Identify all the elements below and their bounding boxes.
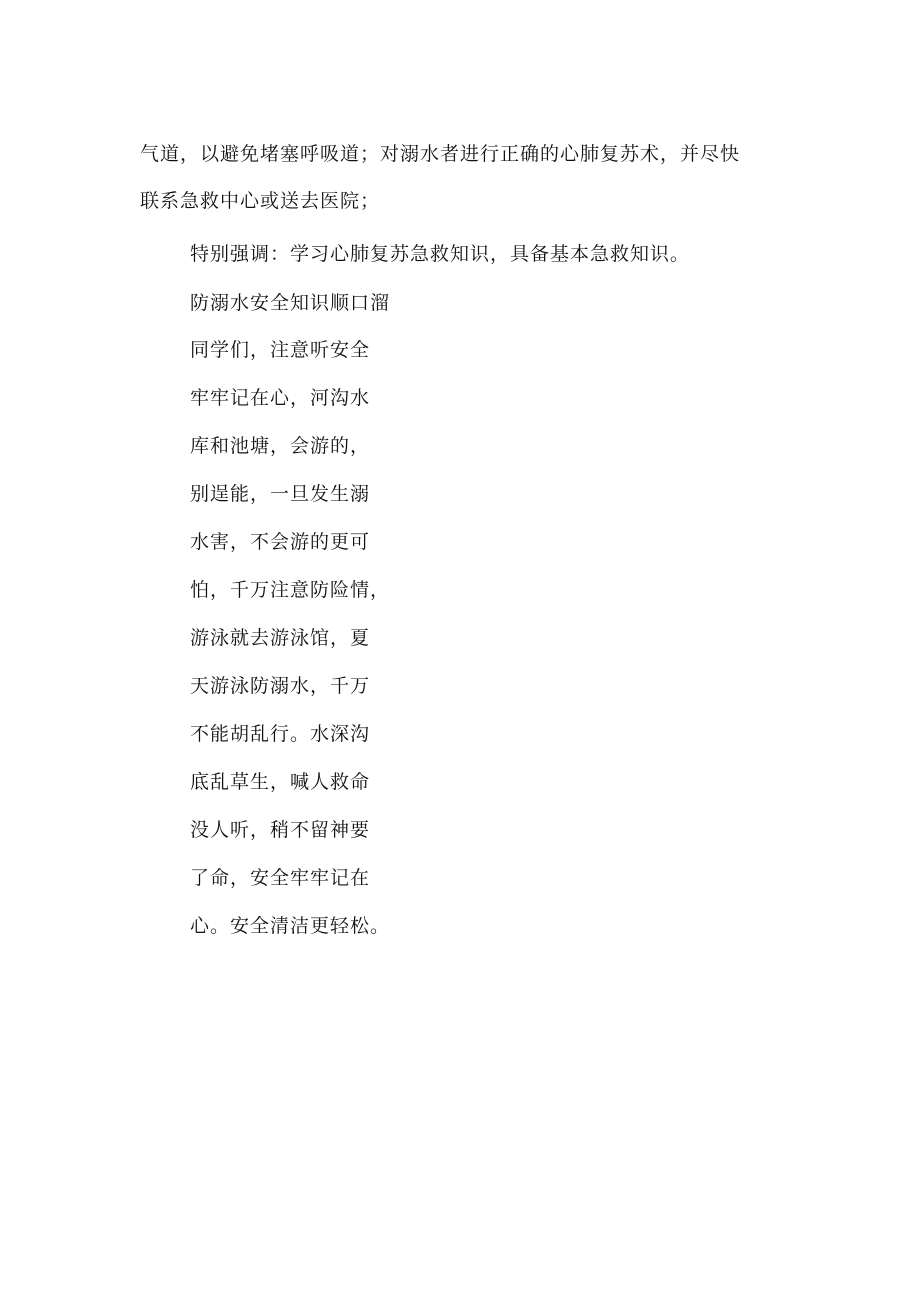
emphasis-line: 特别强调：学习心肺复苏急救知识，具备基本急救知识。	[190, 243, 691, 265]
poem-line: 心。安全清洁更轻松。	[190, 915, 391, 937]
poem-line: 别逞能，一旦发生溺	[190, 483, 371, 505]
poem-line: 天游泳防溺水，千万	[190, 675, 371, 697]
poem-line: 了命，安全牢牢记在	[190, 867, 371, 889]
poem-line: 怕，千万注意防险情，	[190, 579, 391, 601]
poem-line: 底乱草生，喊人救命	[190, 771, 371, 793]
poem-line: 水害，不会游的更可	[190, 531, 371, 553]
poem-line: 牢牢记在心，河沟水	[190, 387, 371, 409]
paragraph-line: 气道，以避免堵塞呼吸道；对溺水者进行正确的心肺复苏术，并尽快	[140, 143, 741, 165]
poem-line: 库和池塘，会游的，	[190, 435, 371, 457]
poem-line: 没人听，稍不留神要	[190, 819, 371, 841]
poem-line: 同学们，注意听安全	[190, 339, 371, 361]
paragraph-line: 联系急救中心或送去医院；	[140, 190, 381, 212]
poem-line: 游泳就去游泳馆，夏	[190, 627, 371, 649]
poem-title: 防溺水安全知识顺口溜	[190, 292, 391, 314]
poem-line: 不能胡乱行。水深沟	[190, 723, 371, 745]
